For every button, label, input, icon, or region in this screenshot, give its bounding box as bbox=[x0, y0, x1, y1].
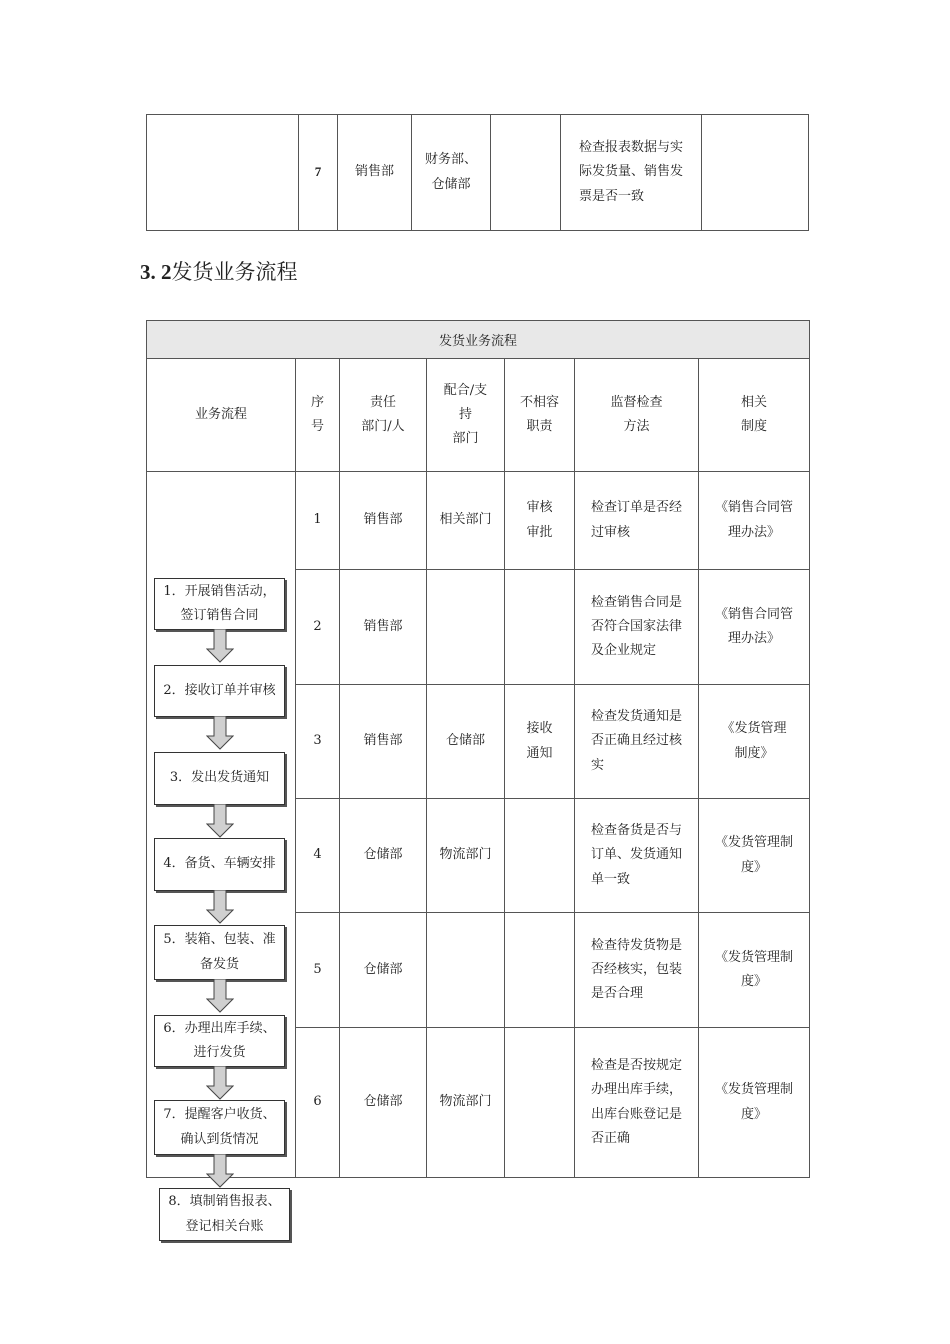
dept-cell: 销售部 bbox=[338, 115, 412, 231]
cell-line: 否符合国家法律 bbox=[590, 618, 682, 634]
cell-line: 否经核实，包装 bbox=[590, 961, 682, 977]
method-cell bbox=[561, 115, 702, 231]
method-line: 票是否一致 bbox=[578, 188, 644, 204]
section-number: 3. 2 bbox=[140, 260, 172, 284]
cell-line: 制度》 bbox=[734, 745, 774, 761]
cell-line: 办理出库手续， bbox=[590, 1082, 682, 1098]
cell-line: 实 bbox=[590, 757, 604, 773]
flow-step-line: 8．填制销售报表、 bbox=[168, 1194, 281, 1210]
flow-step-text bbox=[163, 1017, 275, 1065]
cell-line: 理办法》 bbox=[728, 524, 781, 540]
cell-line: 检查销售合同是 bbox=[590, 594, 682, 610]
method-cell bbox=[575, 685, 699, 799]
method-cell bbox=[575, 913, 699, 1028]
rules-cell bbox=[699, 472, 810, 570]
incompat-cell bbox=[505, 1028, 575, 1178]
top-table bbox=[146, 114, 809, 231]
header-line: 持 bbox=[458, 406, 472, 422]
support-cell bbox=[427, 913, 505, 1028]
rules-cell bbox=[702, 115, 809, 231]
cell-line: 《销售合同管 bbox=[715, 606, 794, 622]
down-arrow-icon bbox=[206, 716, 234, 750]
rules-cell bbox=[699, 1028, 810, 1178]
cell-line: 过审核 bbox=[590, 524, 630, 540]
support-cell bbox=[427, 570, 505, 685]
header-support bbox=[427, 359, 505, 472]
seq-cell: 3 bbox=[296, 685, 340, 799]
support-cell bbox=[412, 115, 491, 231]
flow-step-line: 确认到货情况 bbox=[180, 1131, 259, 1147]
support-cell: 物流部门 bbox=[427, 799, 505, 913]
method-cell bbox=[575, 799, 699, 913]
flow-step-3 bbox=[154, 752, 285, 805]
table-title: 发货业务流程 bbox=[147, 321, 810, 359]
cell-line: 否正确 bbox=[590, 1130, 630, 1146]
flow-step-2 bbox=[154, 665, 285, 717]
down-arrow-icon bbox=[206, 979, 234, 1013]
cell-line: 《发货管理 bbox=[721, 721, 787, 737]
cell-line: 理办法》 bbox=[728, 631, 781, 646]
flow-step-line: 7．提醒客户收货、 bbox=[163, 1107, 276, 1123]
down-arrow-icon bbox=[206, 804, 234, 838]
seq-cell: 5 bbox=[296, 913, 340, 1028]
cell-line: 检查订单是否经 bbox=[590, 500, 682, 516]
cell-line: 审核 bbox=[526, 500, 553, 516]
incompat-cell bbox=[505, 913, 575, 1028]
flow-step-7 bbox=[154, 1100, 285, 1155]
flow-step-text bbox=[170, 766, 269, 790]
header-seq bbox=[296, 359, 340, 472]
down-arrow-icon bbox=[206, 890, 234, 924]
incompat-cell bbox=[505, 799, 575, 913]
flow-step-line: 3．发出发货通知 bbox=[169, 770, 270, 786]
header-line: 部门 bbox=[452, 431, 479, 447]
header-line: 制度 bbox=[741, 419, 768, 434]
cell-line: 及企业规定 bbox=[590, 643, 656, 659]
cell-line: 度》 bbox=[741, 974, 768, 989]
dept-cell: 仓储部 bbox=[340, 799, 427, 913]
cell-line: 《发货管理制 bbox=[715, 949, 794, 965]
support-line: 财务部、 bbox=[424, 152, 477, 168]
header-process: 业务流程 bbox=[147, 359, 296, 472]
down-arrow-icon bbox=[206, 1066, 234, 1100]
header-dept bbox=[340, 359, 427, 472]
seq-cell: 2 bbox=[296, 570, 340, 685]
flow-step-line: 6．办理出库手续、 bbox=[163, 1020, 276, 1036]
rules-cell bbox=[699, 685, 810, 799]
cell-line: 是否合理 bbox=[590, 986, 643, 1002]
flow-step-line: 4．备货、车辆安排 bbox=[163, 856, 276, 872]
flow-step-line: 登记相关台账 bbox=[185, 1218, 264, 1234]
header-line: 职责 bbox=[526, 419, 553, 434]
section-heading bbox=[140, 256, 298, 286]
dept-cell: 仓储部 bbox=[340, 913, 427, 1028]
cell-line: 检查是否按规定 bbox=[590, 1058, 682, 1074]
support-cell: 物流部门 bbox=[427, 1028, 505, 1178]
dept-cell: 仓储部 bbox=[340, 1028, 427, 1178]
dept-cell: 销售部 bbox=[340, 570, 427, 685]
flow-step-text bbox=[163, 679, 275, 703]
cell-line: 订单、发货通知 bbox=[590, 847, 682, 863]
flow-step-line: 签订销售合同 bbox=[180, 608, 259, 623]
header-method bbox=[575, 359, 699, 472]
seq-cell: 6 bbox=[296, 1028, 340, 1178]
rules-cell bbox=[699, 799, 810, 913]
method-cell bbox=[575, 472, 699, 570]
header-incompat bbox=[505, 359, 575, 472]
flow-step-line: 2．接收订单并审核 bbox=[163, 682, 276, 698]
rules-cell bbox=[699, 913, 810, 1028]
cell-line: 《发货管理制 bbox=[715, 1082, 794, 1098]
header-line: 序 bbox=[310, 394, 324, 410]
section-title: 发货业务流程 bbox=[171, 260, 298, 284]
header-line: 配合/支 bbox=[443, 382, 488, 398]
header-line: 相关 bbox=[741, 394, 768, 410]
flow-step-text bbox=[163, 580, 275, 628]
down-arrow-icon bbox=[206, 629, 234, 663]
header-row bbox=[147, 359, 810, 472]
cell-line: 检查发货通知是 bbox=[590, 709, 682, 725]
dept-cell: 销售部 bbox=[340, 472, 427, 570]
cell-line: 检查待发货物是 bbox=[590, 937, 682, 953]
seq-cell: 4 bbox=[296, 799, 340, 913]
support-line: 仓储部 bbox=[431, 176, 471, 192]
header-line: 责任 bbox=[369, 394, 396, 410]
flow-step-6 bbox=[154, 1015, 285, 1067]
flow-step-line: 1．开展销售活动， bbox=[163, 583, 276, 599]
flow-step-line: 备发货 bbox=[199, 956, 239, 972]
flow-step-text bbox=[163, 852, 275, 876]
incompat-cell bbox=[505, 685, 575, 799]
header-line: 不相容 bbox=[519, 394, 559, 410]
cell-line: 通知 bbox=[526, 745, 553, 761]
header-line: 号 bbox=[310, 419, 324, 434]
flow-step-5 bbox=[154, 925, 285, 980]
table-row bbox=[147, 472, 810, 570]
cell-line: 检查备货是否与 bbox=[590, 823, 682, 839]
incompat-cell bbox=[491, 115, 561, 231]
cell-line: 单一致 bbox=[590, 871, 630, 887]
cell-line: 接收 bbox=[526, 721, 553, 737]
cell-line: 度》 bbox=[741, 1106, 768, 1122]
seq-cell bbox=[299, 115, 338, 231]
flow-step-8 bbox=[159, 1188, 290, 1241]
cell-line: 度》 bbox=[741, 859, 768, 875]
seq-cell: 1 bbox=[296, 472, 340, 570]
rules-cell bbox=[699, 570, 810, 685]
cell-line: 否正确且经过核 bbox=[590, 733, 682, 749]
incompat-cell bbox=[505, 570, 575, 685]
dept-cell: 销售部 bbox=[340, 685, 427, 799]
method-line: 际发货量、销售发 bbox=[578, 164, 683, 180]
cell-line: 审批 bbox=[526, 524, 553, 540]
flow-step-line: 5．装箱、包装、准 bbox=[163, 932, 276, 948]
flow-step-text bbox=[163, 928, 275, 976]
cell-line: 《销售合同管 bbox=[715, 500, 794, 516]
header-line: 部门/人 bbox=[361, 419, 405, 434]
flow-step-4 bbox=[154, 838, 285, 891]
flow-step-text bbox=[168, 1190, 280, 1238]
header-line: 监督检查 bbox=[610, 394, 663, 410]
method-cell bbox=[575, 1028, 699, 1178]
header-rules bbox=[699, 359, 810, 472]
cell-line: 出库台账登记是 bbox=[590, 1106, 682, 1122]
empty-process-cell bbox=[147, 115, 299, 231]
flow-step-text bbox=[163, 1103, 275, 1151]
down-arrow-icon bbox=[206, 1154, 234, 1188]
incompat-cell bbox=[505, 472, 575, 570]
method-cell bbox=[575, 570, 699, 685]
header-line: 方法 bbox=[623, 419, 650, 434]
flow-step-1 bbox=[154, 578, 285, 630]
support-cell: 仓储部 bbox=[427, 685, 505, 799]
support-cell: 相关部门 bbox=[427, 472, 505, 570]
seq-value: 7 bbox=[314, 164, 322, 180]
cell-line: 《发货管理制 bbox=[715, 835, 794, 851]
method-line: 检查报表数据与实 bbox=[578, 140, 683, 156]
flow-step-line: 进行发货 bbox=[193, 1045, 246, 1060]
